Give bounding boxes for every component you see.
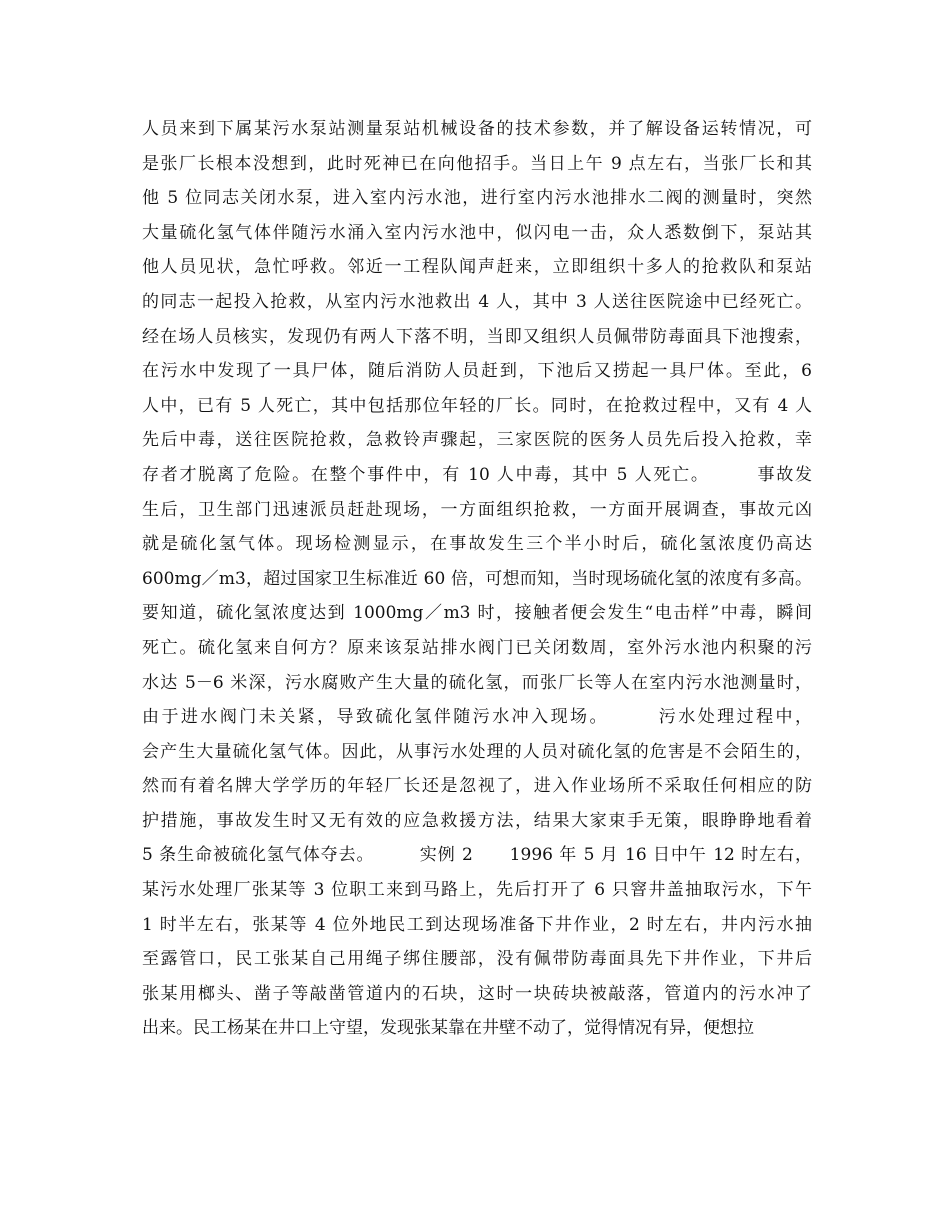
text-line: 生后，卫生部门迅速派员赶赴现场，一方面组织抢救，一方面开展调查，事故元凶 <box>142 499 812 520</box>
text-line: 某污水处理厂张某等 3 位职工来到马路上，先后打开了 6 只窨井盖抽取污水，下午 <box>142 880 812 901</box>
text-line: 死亡。硫化氢来自何方？原来该泵站排水阀门已关闭数周，室外污水池内积聚的污 <box>142 637 812 658</box>
text-line: 他人员见状，急忙呼救。邻近一工程队闻声赶来，立即组织十多人的抢救队和泵站 <box>142 257 812 278</box>
text-line: 水达 5－6 米深，污水腐败产生大量的硫化氢，而张厂长等人在室内污水池测量时， <box>142 672 812 693</box>
text-line: 要知道，硫化氢浓度达到 1000mg／m3 时，接触者便会发生“电击样”中毒，瞬间 <box>142 603 812 624</box>
text-line: 人中，已有 5 人死亡，其中包括那位年轻的厂长。同时，在抢救过程中，又有 4 人 <box>142 395 812 416</box>
text-line: 600mg／m3，超过国家卫生标准近 60 倍，可想而知，当时现场硫化氢的浓度有多高。 <box>142 568 812 589</box>
body-text <box>142 112 812 1046</box>
text-line: 由于进水阀门未关紧，导致硫化氢伴随污水冲入现场。 污水处理过程中， <box>142 707 812 728</box>
text-line: 经在场人员核实，发现仍有两人下落不明，当即又组织人员佩带防毒面具下池搜索， <box>142 326 812 347</box>
text-line: 然而有着名牌大学学历的年轻厂长还是忽视了，进入作业场所不采取任何相应的防 <box>142 776 812 797</box>
text-line: 至露管口，民工张某自己用绳子绑住腰部，没有佩带防毒面具先下井作业，下井后 <box>142 949 812 970</box>
text-line: 他 5 位同志关闭水泵，进入室内污水池，进行室内污水池排水二阀的测量时，突然 <box>142 188 812 209</box>
text-line: 1 时半左右，张某等 4 位外地民工到达现场准备下井作业，2 时左右，井内污水抽 <box>142 914 812 935</box>
text-line: 的同志一起投入抢救，从室内污水池救出 4 人，其中 3 人送往医院途中已经死亡。 <box>142 291 812 312</box>
text-line: 在污水中发现了一具尸体，随后消防人员赶到，下池后又捞起一具尸体。至此，6 <box>142 361 812 382</box>
text-line: 存者才脱离了危险。在整个事件中，有 10 人中毒，其中 5 人死亡。 事故发 <box>142 464 812 485</box>
text-line: 张某用榔头、凿子等敲凿管道内的石块，这时一块砖块被敲落，管道内的污水冲了 <box>142 983 812 1004</box>
text-line: 先后中毒，送往医院抢救，急救铃声骤起，三家医院的医务人员先后投入抢救，幸 <box>142 430 812 451</box>
text-line: 是张厂长根本没想到，此时死神已在向他招手。当日上午 9 点左右，当张厂长和其 <box>142 153 812 174</box>
text-line: 5 条生命被硫化氢气体夺去。 实例 2 1996 年 5 月 16 日中午 12 时左右， <box>142 845 812 866</box>
text-line: 护措施，事故发生时又无有效的应急救援方法，结果大家束手无策，眼睁睁地看着 <box>142 810 812 831</box>
text-line: 就是硫化氢气体。现场检测显示，在事故发生三个半小时后，硫化氢浓度仍高达 <box>142 534 812 555</box>
text-line: 出来。民工杨某在井口上守望，发现张某靠在井壁不动了，觉得情况有异，便想拉 <box>142 1018 754 1039</box>
text-line: 人员来到下属某污水泵站测量泵站机械设备的技术参数，并了解设备运转情况，可 <box>142 119 812 139</box>
text-line: 会产生大量硫化氢气体。因此，从事污水处理的人员对硫化氢的危害是不会陌生的， <box>142 741 812 762</box>
text-line: 大量硫化氢气体伴随污水涌入室内污水池中，似闪电一击，众人悉数倒下，泵站其 <box>142 222 812 243</box>
